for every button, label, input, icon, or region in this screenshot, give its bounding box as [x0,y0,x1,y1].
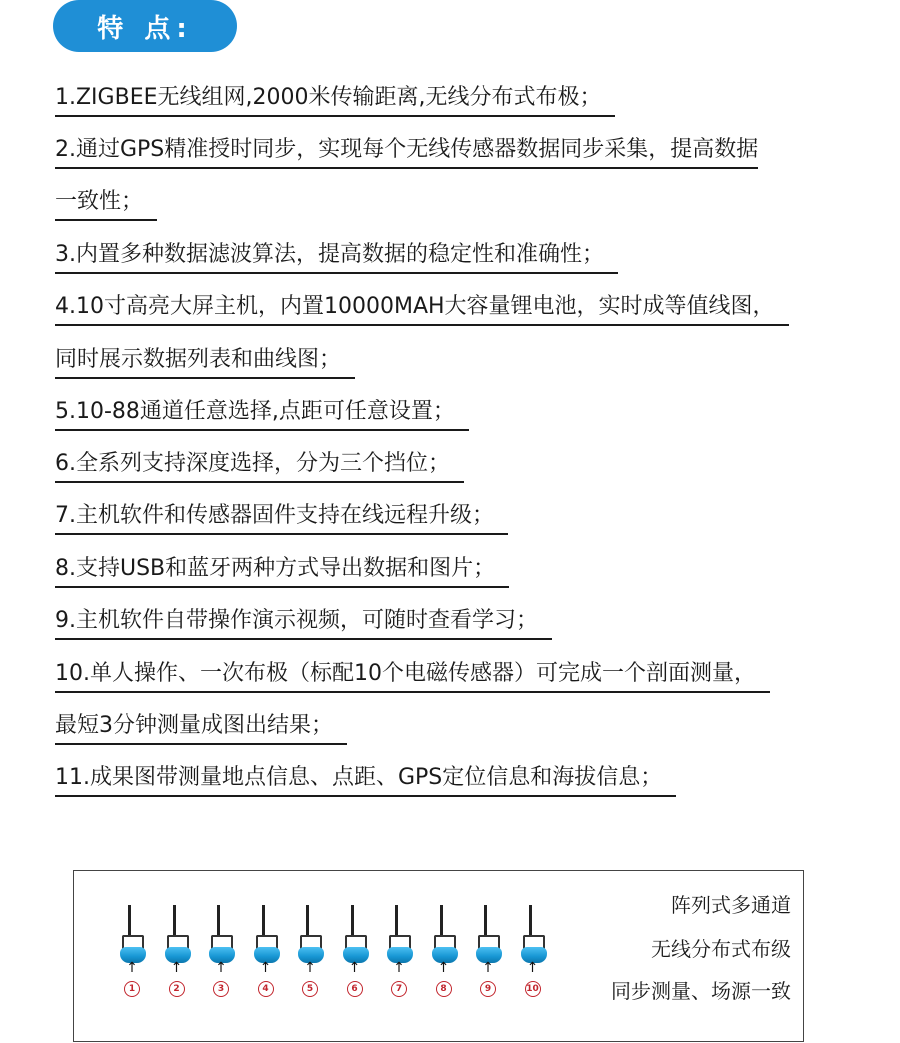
sensor-number-label: 2 [169,981,185,997]
sensor-number-label: 5 [302,981,318,997]
sensor-number-label: 3 [213,981,229,997]
feature-item: 4.10寸高亮大屏主机，内置10000MAH大容量锂电池，实时成等值线图， [55,292,789,326]
up-arrow-icon: ↑ [482,960,494,976]
sensor-number-label: 4 [258,981,274,997]
up-arrow-icon: ↑ [126,960,138,976]
up-arrow-icon: ↑ [215,960,227,976]
sensor-number-label: 7 [391,981,407,997]
feature-item: 10.单人操作、一次布极（标配10个电磁传感器）可完成一个剖面测量， [55,659,770,693]
up-arrow-icon: ↑ [348,960,361,976]
feature-item: 2.通过GPS精准授时同步，实现每个无线传感器数据同步采集，提高数据 [55,135,758,169]
feature-item: 最短3分钟测量成图出结果； [55,711,347,745]
section-badge: 特 点: [53,0,237,52]
up-arrow-icon: ↑ [437,960,450,976]
sensor-number-label: 10 [525,981,541,997]
sensor-number-label: 1 [124,981,140,997]
up-arrow-icon: ↑ [259,960,272,976]
feature-item: 8.支持USB和蓝牙两种方式导出数据和图片； [55,554,509,588]
feature-item: 同时展示数据列表和曲线图； [55,345,355,379]
feature-item: 11.成果图带测量地点信息、点距、GPS定位信息和海拔信息； [55,763,676,797]
feature-item: 9.主机软件自带操作演示视频，可随时查看学习； [55,606,552,640]
feature-item: 3.内置多种数据滤波算法，提高数据的稳定性和准确性； [55,240,618,274]
sensor-number-label: 8 [436,981,452,997]
up-arrow-icon: ↑ [304,960,316,976]
figure-caption: 阵列式多通道 [671,893,791,917]
feature-item: 1.ZIGBEE无线组网,2000米传输距离,无线分布式布极； [55,83,615,117]
up-arrow-icon: ↑ [170,960,183,976]
sensor-number-label: 9 [480,981,496,997]
sensor-number-label: 6 [347,981,363,997]
feature-item: 6.全系列支持深度选择，分为三个挡位； [55,449,464,483]
feature-item: 7.主机软件和传感器固件支持在线远程升级； [55,501,508,535]
sensor-array-figure [73,870,804,1042]
up-arrow-icon: ↑ [393,960,405,976]
feature-item: 5.10-88通道任意选择,点距可任意设置； [55,397,469,431]
up-arrow-icon: ↑ [526,960,539,976]
figure-caption: 无线分布式布级 [651,937,791,961]
figure-caption: 同步测量、场源一致 [611,979,791,1003]
feature-item: 一致性； [55,187,157,221]
